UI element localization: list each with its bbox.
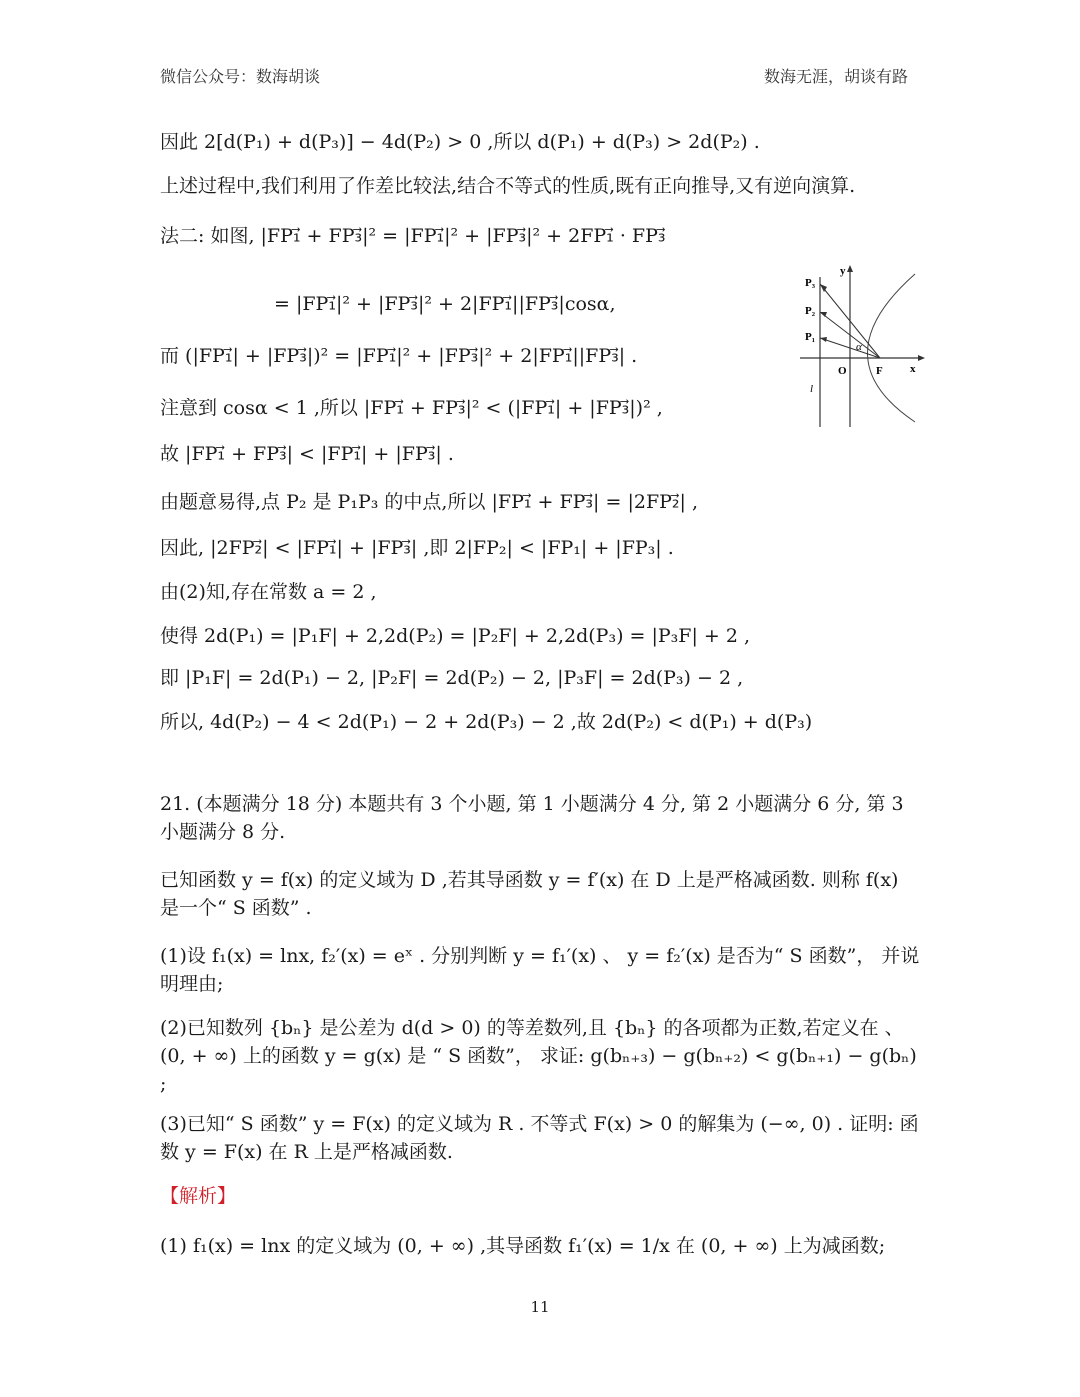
text-line: 使得 2d(P₁) = |P₁F| + 2,2d(P₂) = |P₂F| + 2,2d(P₃) = |P₃F| + 2 , (160, 625, 751, 647)
text-line: 法二: 如图, |FP₁⃗ + FP₃⃗|² = |FP₁⃗|² + |FP₃⃗|² + 2FP₁⃗ · FP₃⃗ (160, 225, 666, 247)
label-p1: P₁ (805, 331, 816, 343)
label-p2: P₂ (805, 305, 816, 317)
label-l: l (810, 383, 814, 395)
label-y: y (840, 265, 846, 277)
text-line: 因此, |2FP₂⃗| < |FP₁⃗| + |FP₃⃗| ,即 2|FP₂| < |FP₁| + |FP₃| . (160, 537, 674, 559)
text-line: 上述过程中,我们利用了作差比较法,结合不等式的性质,既有正向推导,又有逆向演算. (160, 175, 856, 197)
label-alpha: α (856, 341, 862, 353)
page-number: 11 (530, 1298, 550, 1316)
text-line: 注意到 cosα < 1 ,所以 |FP₁⃗ + FP₃⃗|² < (|FP₁⃗| + |FP₃⃗|)² , (160, 397, 663, 419)
header-right: 数海无涯，胡谈有路 (763, 67, 908, 86)
text-line: 而 (|FP₁⃗| + |FP₃⃗|)² = |FP₁⃗|² + |FP₃⃗|² + 2|FP₁⃗||FP₃⃗| . (160, 345, 638, 367)
analysis-label: 【解析】 (160, 1185, 237, 1207)
solution-part-1: (1) f₁(x) = lnx 的定义域为 (0, + ∞) ,其导函数 f₁′(x) = 1/x 在 (0, + ∞) 上为减函数; (160, 1235, 886, 1257)
text-line: 故 |FP₁⃗ + FP₃⃗| < |FP₁⃗| + |FP₃⃗| . (160, 443, 454, 465)
text-line: 即 |P₁F| = 2d(P₁) − 2, |P₂F| = 2d(P₂) − 2, |P₃F| = 2d(P₃) − 2 , (160, 667, 744, 689)
parabola-figure (780, 262, 930, 432)
question-21-part-1: (1)设 f₁(x) = lnx, f₂′(x) = eˣ . 分别判断 y = f₁′(x) 、 y = f₂′(x) 是否为“ S 函数”， 并说明理由; (160, 945, 920, 995)
text-line: 所以, 4d(P₂) − 4 < 2d(P₁) − 2 + 2d(P₃) − 2 ,故 2d(P₂) < d(P₁) + d(P₃) (160, 711, 813, 733)
label-p3: P₃ (805, 277, 816, 289)
text-line: 因此 2[d(P₁) + d(P₃)] − 4d(P₂) > 0 ,所以 d(P₁) + d(P₃) > 2d(P₂) . (160, 131, 760, 153)
arrow-p1 (820, 337, 827, 342)
label-o: O (838, 365, 847, 377)
question-21-part-3: (3)已知“ S 函数” y = F(x) 的定义域为 R . 不等式 F(x) > 0 的解集为 (−∞, 0) . 证明: 函数 y = F(x) 在 R 上是严格减函数. (160, 1113, 919, 1163)
text-line: = |FP₁⃗|² + |FP₃⃗|² + 2|FP₁⃗||FP₃⃗|cosα, (274, 293, 616, 315)
parabola-curve (868, 274, 916, 422)
text-line: 由(2)知,存在常数 a = 2 , (160, 581, 377, 603)
question-21-part-2: (2)已知数列 {bₙ} 是公差为 d(d > 0) 的等差数列,且 {bₙ} 的各项都为正数,若定义在 、(0, + ∞) 上的函数 y = g(x) 是 “ S 函数”， 求证: g(bₙ₊₃) − g(bₙ₊₂) < g(bₙ₊₁) − g(bₙ) ; (160, 1017, 917, 1095)
header-left: 微信公众号：数海胡谈 (160, 67, 321, 86)
question-21-intro: 21. (本题满分 18 分) 本题共有 3 个小题, 第 1 小题满分 4 分, 第 2 小题满分 6 分, 第 3 小题满分 8 分. (160, 793, 904, 843)
label-f: F (876, 365, 883, 377)
label-x: x (910, 363, 916, 375)
x-axis-arrow (918, 355, 925, 361)
question-21-definition: 已知函数 y = f(x) 的定义域为 D ,若其导函数 y = f′(x) 在 D 上是严格减函数. 则称 f(x) 是一个“ S 函数” . (160, 869, 899, 919)
text-line: 由题意易得,点 P₂ 是 P₁P₃ 的中点,所以 |FP₁⃗ + FP₃⃗| = |2FP₂⃗| , (160, 491, 699, 513)
y-axis-arrow (847, 265, 853, 272)
